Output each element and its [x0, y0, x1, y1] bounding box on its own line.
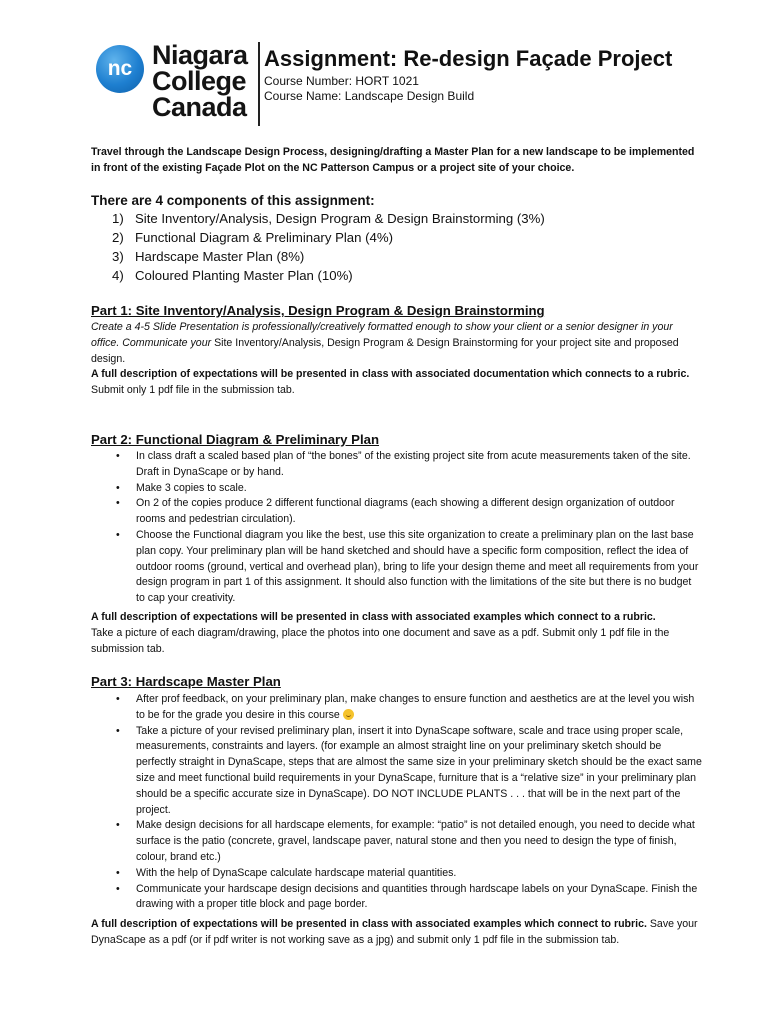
list-item: • Communicate your hardscape design decisions and quantities through hardscape labels on your DynaScape. Finish the drawing with a proper title block and page border. [116, 882, 698, 911]
logo-line-1: Niagara [152, 40, 248, 70]
part1-italic-text: Create a 4-5 Slide Presentation is professionally/creatively formatted enough to show your client or a senior designer in your office. Communicate your [91, 321, 673, 349]
part3-heading: Part 3: Hardscape Master Plan [91, 674, 281, 689]
niagara-college-logo [96, 42, 256, 126]
components-heading: There are 4 components of this assignment: [91, 193, 375, 208]
component-item: 4) Coloured Planting Master Plan (10%) [112, 268, 353, 283]
component-item: 2) Functional Diagram & Preliminary Plan (4%) [112, 230, 393, 245]
intro-paragraph: Travel through the Landscape Design Process, designing/drafting a Master Plan for a new landscape to be implemented in front of the existing Façade Plot on the NC Patterson Campus or a project site of your choice. [91, 146, 695, 174]
list-item: • Take a picture of your revised preliminary plan, insert it into DynaScape software, scale and trace using proper scale, measurements, constraints and layers. (for example an almost straight line on your preliminary sketch should be perfectly straight in DynaScape, steps that are almost the same size in your preliminary sketch should be the exact same size and meet functional build requirements in your DynaScape, furniture that is a “relative size” in your preliminary plan should be a specific accurate size in DynaScape). DO NOT INCLUDE PLANTS . . . that will be in the next part of the project. [116, 724, 702, 816]
component-item: 1) Site Inventory/Analysis, Design Program & Design Brainstorming (3%) [112, 211, 545, 226]
part3-bullets [91, 692, 703, 913]
component-item: 3) Hardscape Master Plan (8%) [112, 249, 305, 264]
course-number: Course Number: HORT 1021 [264, 74, 419, 88]
list-item: • In class draft a scaled based plan of “the bones” of the existing project site from acute measurements taken of the site. Draft in DynaScape or by hand. [116, 450, 691, 478]
part3-expectations: A full description of expectations will be presented in class with associated examples which connect to rubric. Save your DynaScape as a pdf (or if pdf writer is not working save as a jpg) and submit only 1 pdf file in the submission tab. [91, 918, 698, 946]
part2-expectations: A full description of expectations will be presented in class with associated examples which connect to a rubric. Take a picture of each diagram/drawing, place the photos into one document and save as a pdf. Submit only 1 pdf file in the submission tab. [91, 611, 670, 655]
logo-line-3: Canada [152, 92, 247, 122]
smiley-emoji-icon [343, 709, 354, 720]
logo-line-2: College [152, 66, 247, 96]
components-list [112, 209, 545, 285]
part1-paragraph [91, 320, 701, 367]
list-item: • Make design decisions for all hardscape elements, for example: “patio” is not detailed enough, you need to decide what surface is the patio (concrete, gravel, landscape paver, natural stone and then you need to design the type of finish, colour, brand etc.) [116, 819, 695, 863]
part2-heading: Part 2: Functional Diagram & Preliminary Plan [91, 432, 380, 447]
part2-bullets [91, 449, 703, 607]
list-item: • With the help of DynaScape calculate hardscape material quantities. [116, 866, 457, 879]
course-name: Course Name: Landscape Design Build [264, 89, 475, 103]
assignment-title: Assignment: Re-design Façade Project [264, 46, 673, 71]
nc-logo-mark: nc [96, 45, 144, 93]
logo-wordmark [152, 42, 248, 120]
header-divider [258, 42, 260, 126]
part1-normal-text: Site Inventory/Analysis, Design Program & Design Brainstorming for your project site and proposed design. [91, 336, 679, 365]
list-item: • On 2 of the copies produce 2 different functional diagrams (each showing a different design organization of outdoor rooms and pedestrian circulation). [116, 497, 675, 526]
part1-heading: Part 1: Site Inventory/Analysis, Design Program & Design Brainstorming [91, 303, 545, 318]
part1-expectations: A full description of expectations will be presented in class with associated documentation which connects to a rubric. Submit only 1 pdf file in the submission tab. [91, 368, 690, 396]
course-info [264, 74, 474, 104]
list-item: • After prof feedback, on your preliminary plan, make changes to ensure function and aesthetics are at the level you wish to be for the grade you desire in this course [116, 693, 695, 721]
list-item: • Make 3 copies to scale. [116, 481, 247, 494]
list-item: • Choose the Functional diagram you like the best, use this site organization to create a preliminary plan on the last base plan copy. Your preliminary plan will be hand sketched and should have a specific form composition, reflect the idea of outdoor rooms (ground, vertical and overhead plan), bring to life your design theme and meet all requirements from your design program in part 1 of this assignment. It should also function with the limitations of the site but there is no budget to cap your creativity. [116, 528, 699, 605]
